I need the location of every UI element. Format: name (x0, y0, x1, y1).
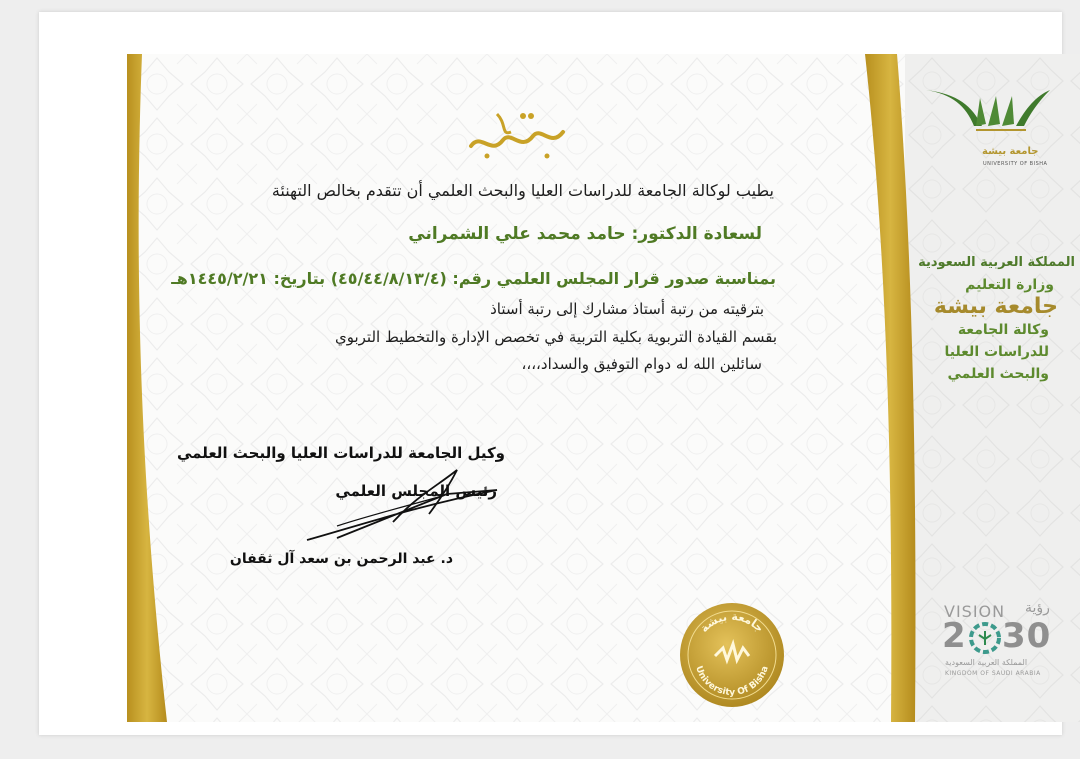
vision-kingdom-en: KINGDOM OF SAUDI ARABIA (945, 670, 1041, 677)
document-frame (39, 12, 1075, 735)
agency-line-3: والبحث العلمي (947, 366, 1049, 382)
congrats-heading: يطيب لوكالة الجامعة للدراسات العليا والبحث العلمي أن تتقدم بخالص التهنئة (271, 181, 774, 200)
logo-text-en: UNIVERSITY OF BISHA (983, 161, 1048, 167)
gold-bands (127, 54, 1080, 722)
university-logo-icon (922, 84, 1052, 146)
occasion-line: بمناسبة صدور قرار المجلس العلمي رقم: (٤٥/٤٤/٨/١٣/٤) بتاريخ: ١٤٤٥/٢/٢١هـ (171, 269, 776, 288)
seal-text-ar: جامعة بيشة (697, 609, 767, 635)
university-name: جامعة بيشة (933, 294, 1058, 319)
vision-word: VISION (944, 602, 1006, 621)
seal-text-en: University Of Bisha (693, 664, 771, 699)
body-line-2: بقسم القيادة التربوية بكلية التربية في تخصص الإدارة والتخطيط التربوي (334, 328, 777, 346)
body-line-1: بترقيته من رتبة أستاذ مشارك إلى رتبة أستاذ (490, 300, 764, 318)
vision-palm-icon (968, 621, 1002, 655)
agency-line-1: وكالة الجامعة (957, 322, 1049, 338)
vision-year-left: 2 (942, 616, 967, 656)
agency-line-2: للدراسات العليا (944, 344, 1049, 360)
ministry-label: وزارة التعليم (965, 277, 1054, 293)
kingdom-label: المملكة العربية السعودية (918, 255, 1075, 270)
vision-kingdom-ar: المملكة العربية السعودية (945, 658, 1028, 667)
university-seal (677, 600, 787, 710)
recipient-name: لسعادة الدكتور: حامد محمد علي الشمراني (408, 224, 762, 244)
signatory-title: وكيل الجامعة للدراسات العليا والبحث العلمي (176, 444, 505, 462)
vision-word-ar: رؤية (1025, 600, 1050, 616)
certificate (127, 54, 1080, 722)
signatory-name: د. عبد الرحمن بن سعد آل ثقفان (229, 551, 453, 567)
signatory-council: رئيس المجلس العلمي (335, 482, 497, 500)
vision-year-right: 30 (1002, 616, 1052, 656)
body-line-3: سائلين الله له دوام التوفيق والسداد،،،، (521, 355, 762, 373)
title-art (457, 102, 577, 162)
logo-text-ar: جامعة بيشة (982, 146, 1039, 157)
handwritten-signature (297, 466, 507, 546)
